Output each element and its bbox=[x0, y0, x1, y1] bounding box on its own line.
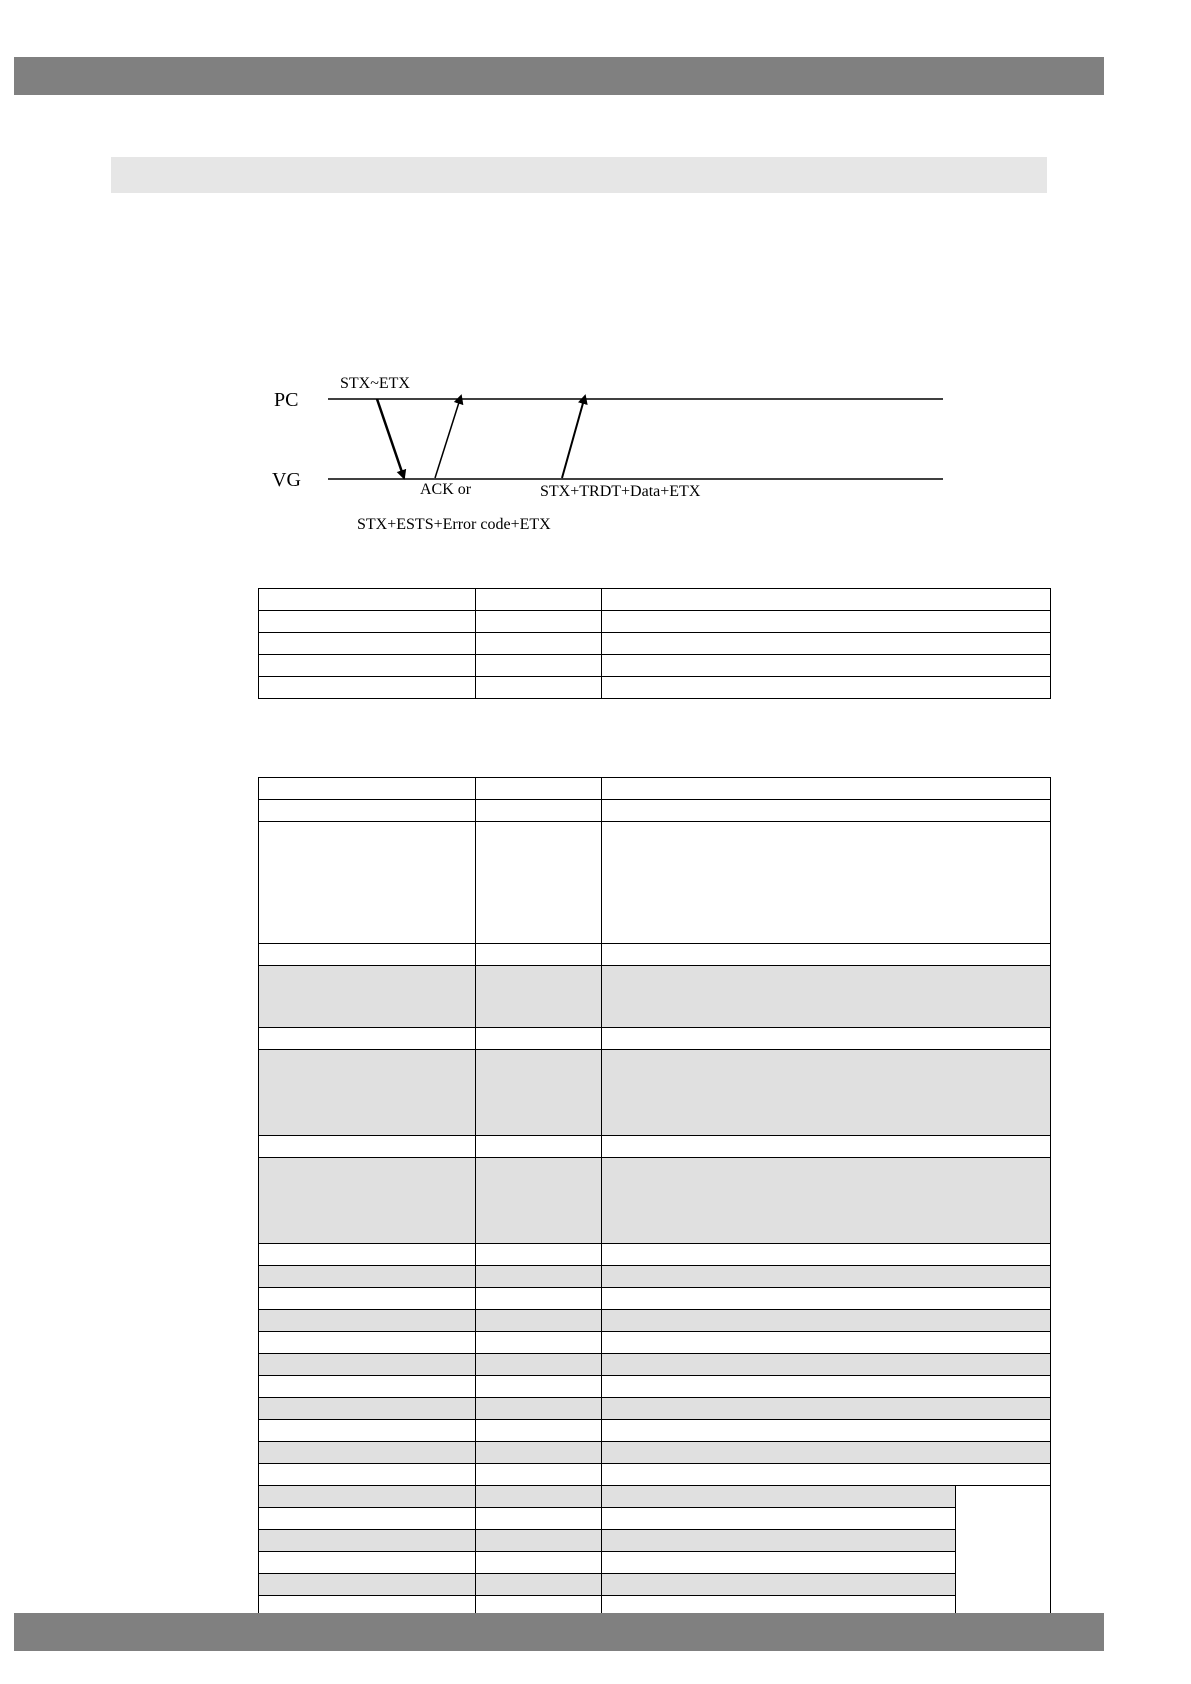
table-cell bbox=[476, 944, 602, 966]
command-arrow bbox=[377, 399, 404, 478]
table-row bbox=[259, 1552, 1051, 1574]
table-cell bbox=[476, 778, 602, 800]
table-cell bbox=[602, 655, 1051, 677]
table-cell bbox=[602, 633, 1051, 655]
table-cell bbox=[602, 1028, 1051, 1050]
data-response-label: STX+TRDT+Data+ETX bbox=[540, 483, 701, 500]
table-cell bbox=[602, 611, 1051, 633]
table-cell bbox=[602, 1376, 1051, 1398]
table-cell bbox=[602, 822, 1051, 944]
table-cell bbox=[259, 1574, 476, 1596]
table-cell bbox=[476, 1028, 602, 1050]
table-cell bbox=[602, 1552, 956, 1574]
table-row bbox=[259, 800, 1051, 822]
table-cell bbox=[476, 589, 602, 611]
table-cell bbox=[259, 1136, 476, 1158]
table-row bbox=[259, 677, 1051, 699]
table-row bbox=[259, 1442, 1051, 1464]
table-cell bbox=[259, 611, 476, 633]
header-bar bbox=[14, 57, 1104, 95]
table-cell bbox=[259, 1442, 476, 1464]
table-cell bbox=[602, 1158, 1051, 1244]
table-cell bbox=[476, 1050, 602, 1136]
data-arrow bbox=[562, 396, 585, 478]
command-format-table bbox=[258, 588, 1051, 699]
table-cell bbox=[476, 1442, 602, 1464]
table-cell bbox=[259, 778, 476, 800]
table-cell bbox=[476, 1552, 602, 1574]
table-cell bbox=[259, 1376, 476, 1398]
table-cell bbox=[476, 1136, 602, 1158]
table-cell bbox=[476, 1574, 602, 1596]
table-row bbox=[259, 778, 1051, 800]
table-row bbox=[259, 611, 1051, 633]
table-cell bbox=[259, 1310, 476, 1332]
table-cell bbox=[476, 655, 602, 677]
table-row bbox=[259, 1530, 1051, 1552]
table-cell bbox=[259, 822, 476, 944]
table-row bbox=[259, 1028, 1051, 1050]
table-cell bbox=[602, 1574, 956, 1596]
table-cell bbox=[476, 633, 602, 655]
table-row bbox=[259, 1310, 1051, 1332]
table-cell bbox=[259, 1464, 476, 1486]
communication-sequence-diagram bbox=[260, 370, 960, 550]
table-cell bbox=[602, 1398, 1051, 1420]
response-format-body bbox=[259, 778, 1051, 1640]
table-row bbox=[259, 1508, 1051, 1530]
table-cell bbox=[476, 1420, 602, 1442]
table-cell bbox=[602, 966, 1051, 1028]
table-cell bbox=[259, 655, 476, 677]
table-cell bbox=[602, 1530, 956, 1552]
table-cell bbox=[259, 633, 476, 655]
table-row bbox=[259, 944, 1051, 966]
table-cell bbox=[602, 1486, 956, 1508]
table-cell bbox=[259, 677, 476, 699]
table-cell bbox=[476, 1332, 602, 1354]
command-format-body bbox=[259, 589, 1051, 699]
table-cell bbox=[476, 1530, 602, 1552]
table-row bbox=[259, 1464, 1051, 1486]
table-cell bbox=[476, 1310, 602, 1332]
table-row bbox=[259, 589, 1051, 611]
table-row bbox=[259, 655, 1051, 677]
table-cell bbox=[476, 1354, 602, 1376]
table-cell bbox=[259, 1028, 476, 1050]
table-cell bbox=[259, 1244, 476, 1266]
table-cell bbox=[602, 1420, 1051, 1442]
table-cell bbox=[476, 966, 602, 1028]
table-row bbox=[259, 1376, 1051, 1398]
table-cell bbox=[259, 1050, 476, 1136]
pc-label: PC bbox=[274, 389, 299, 411]
table-cell bbox=[259, 1530, 476, 1552]
response-arrow bbox=[435, 396, 461, 478]
footer-bar bbox=[14, 1613, 1104, 1651]
table-cell bbox=[259, 1332, 476, 1354]
table-row bbox=[259, 1266, 1051, 1288]
table-cell bbox=[259, 1158, 476, 1244]
table-cell bbox=[602, 800, 1051, 822]
table-cell bbox=[602, 1354, 1051, 1376]
table-row bbox=[259, 1398, 1051, 1420]
table-cell bbox=[476, 1398, 602, 1420]
table-row bbox=[259, 1050, 1051, 1136]
table-cell bbox=[602, 1508, 956, 1530]
table-cell bbox=[259, 1398, 476, 1420]
table-cell bbox=[476, 800, 602, 822]
table-cell bbox=[476, 1288, 602, 1310]
table-cell bbox=[259, 800, 476, 822]
table-cell bbox=[602, 1442, 1051, 1464]
table-cell bbox=[476, 1376, 602, 1398]
table-cell bbox=[602, 1266, 1051, 1288]
table-row bbox=[259, 633, 1051, 655]
table-cell bbox=[602, 1288, 1051, 1310]
table-row bbox=[259, 1244, 1051, 1266]
table-cell bbox=[602, 1310, 1051, 1332]
table-row bbox=[259, 1288, 1051, 1310]
table-cell bbox=[476, 1486, 602, 1508]
command-label: STX~ETX bbox=[340, 375, 410, 392]
table-row bbox=[259, 1354, 1051, 1376]
section-heading-band bbox=[111, 157, 1047, 193]
table-cell bbox=[602, 1244, 1051, 1266]
table-row bbox=[259, 822, 1051, 944]
table-cell bbox=[476, 611, 602, 633]
table-row bbox=[259, 1486, 1051, 1508]
table-cell bbox=[602, 677, 1051, 699]
table-cell bbox=[476, 1508, 602, 1530]
table-cell bbox=[476, 1266, 602, 1288]
table-cell bbox=[602, 1136, 1051, 1158]
table-cell bbox=[476, 1244, 602, 1266]
table-cell bbox=[259, 1266, 476, 1288]
table-cell bbox=[602, 1332, 1051, 1354]
response-format-table bbox=[258, 777, 1051, 1640]
table-cell bbox=[602, 944, 1051, 966]
table-row bbox=[259, 966, 1051, 1028]
table-cell bbox=[602, 589, 1051, 611]
table-row bbox=[259, 1136, 1051, 1158]
table-cell bbox=[476, 677, 602, 699]
table-cell bbox=[259, 1420, 476, 1442]
table-cell bbox=[259, 944, 476, 966]
table-cell bbox=[602, 778, 1051, 800]
table-row bbox=[259, 1332, 1051, 1354]
table-cell bbox=[602, 1464, 1051, 1486]
table-row bbox=[259, 1420, 1051, 1442]
table-cell bbox=[259, 966, 476, 1028]
vg-label: VG bbox=[272, 469, 301, 491]
table-cell bbox=[476, 1158, 602, 1244]
table-cell bbox=[259, 1486, 476, 1508]
ack-label: ACK or bbox=[420, 481, 472, 498]
error-response-label: STX+ESTS+Error code+ETX bbox=[357, 516, 551, 533]
table-cell bbox=[476, 1464, 602, 1486]
table-row bbox=[259, 1574, 1051, 1596]
table-cell bbox=[259, 1508, 476, 1530]
table-cell bbox=[259, 1288, 476, 1310]
table-cell bbox=[259, 1354, 476, 1376]
table-cell bbox=[476, 822, 602, 944]
table-cell bbox=[259, 1552, 476, 1574]
table-row bbox=[259, 1158, 1051, 1244]
table-cell bbox=[259, 589, 476, 611]
table-cell bbox=[602, 1050, 1051, 1136]
